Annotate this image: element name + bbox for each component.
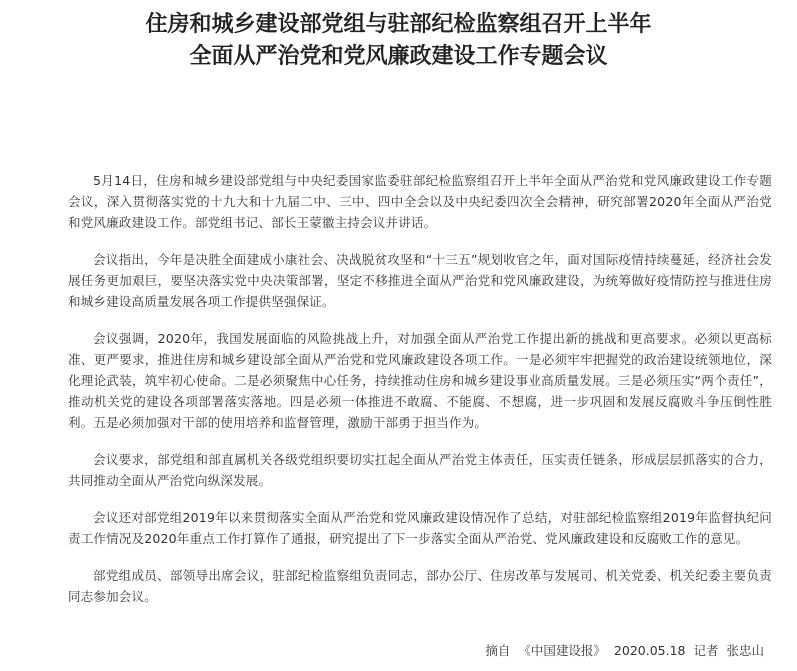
source-label: 摘自 [485,643,511,658]
paragraph-4: 会议要求，部党组和部直属机关各级党组织要切实扛起全面从严治党主体责任，压实责任链条，形成层层抓落实的合力，共同推动全面从严治党向纵深发展。 [68,452,772,488]
article-title-line2: 全面从严治党和党风廉政建设工作专题会议 [189,43,608,69]
paragraph-5: 会议还对部党组2019年以来贯彻落实全面从严治党和党风廉政建设情况作了总结，对驻部纪检监察组2019年监督执纪问责工作情况及2020年重点工作打算作了通报，研究提出了下一步落实全面从严治党、党风廉政建设和反腐败工作的意见。 [68,510,772,546]
article-title-line1: 住房和城乡建设部党组与驻部纪检监察组召开上半年 [145,11,652,37]
source-date: 2020.05.18 [613,643,686,658]
paragraph-2: 会议指出，今年是决胜全面建成小康社会、决战脱贫攻坚和“十三五”规划收官之年，面对国际疫情持续蔓延，经济社会发展任务更加艰巨，要坚决落实党中央决策部署，坚定不移推进全面从严治党和党风廉政建设，为统筹做好疫情防控与推进住房和城乡建设高质量发展各项工作提供坚强保证。 [68,252,772,309]
source-publication: 《中国建设报》 [518,643,606,658]
paragraph-6: 部党组成员、部领导出席会议，驻部纪检监察组负责同志，部办公厅、住房改革与发展司、机关党委、机关纪委主要负责同志参加会议。 [68,568,772,604]
article-source-line [481,641,764,661]
article-body [68,170,772,623]
paragraph-3: 会议强调，2020年，我国发展面临的风险挑战上升，对加强全面从严治党工作提出新的挑战和更高要求。必须以更高标准、更严要求，推进住房和城乡建设部全面从严治党和党风廉政建设各项工作。一是必须牢牢把握党的政治建设统领地位，深化理论武装，筑牢初心使命。二是必须聚焦中心任务，持续推动住房和城乡建设事业高质量发展。三是必须压实“两个责任”，推动机关党的建设各项部署落实落地。四是必须一体推进不敢腐、不能腐、不想腐，进一步巩固和发展反腐败斗争压倒性胜利。五是必须加强对干部的使用培养和监督管理，激励干部勇于担当作为。 [68,331,772,430]
paragraph-1: 5月14日，住房和城乡建设部党组与中央纪委国家监委驻部纪检监察组召开上半年全面从严治党和党风廉政建设工作专题会议，深入贯彻落实党的十九大和十九届二中、三中、四中全会以及中央纪委四次全会精神，研究部署2020年全面从严治党和党风廉政建设工作。部党组书记、部长王蒙徽主持会议并讲话。 [68,173,772,230]
reporter-name: 张忠山 [726,643,764,658]
reporter-label: 记者 [693,643,719,658]
